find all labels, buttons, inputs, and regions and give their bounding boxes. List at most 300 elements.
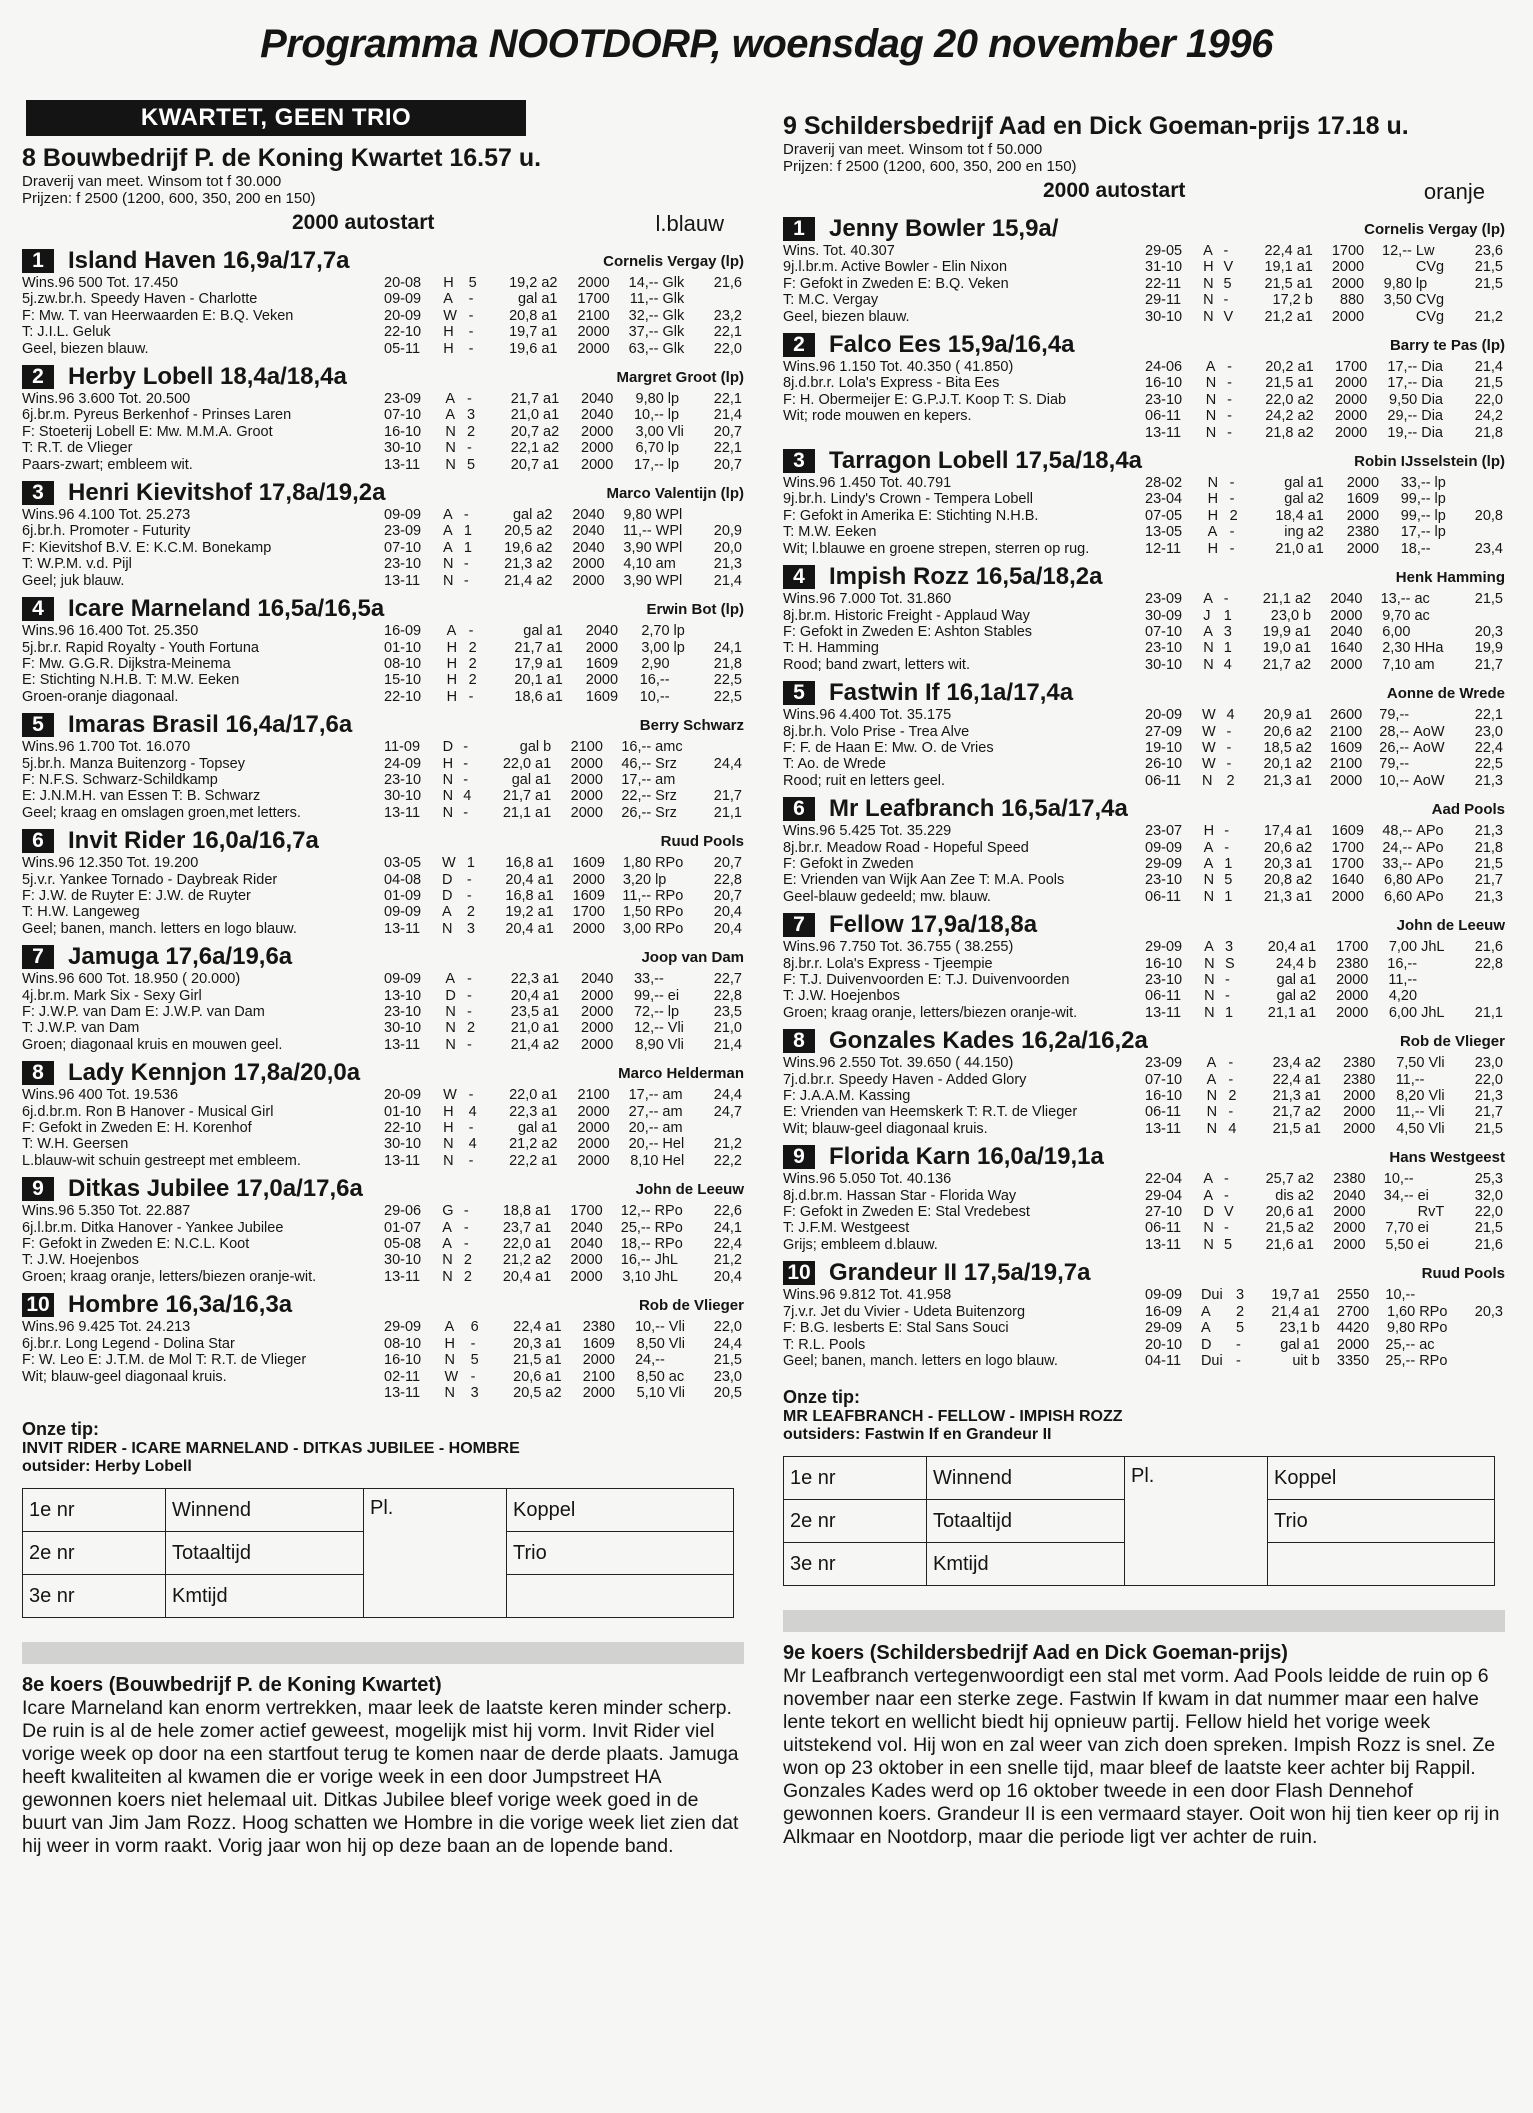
- performance-cell: N: [442, 804, 454, 821]
- performance-cell: D: [1200, 1336, 1212, 1353]
- performance-cell: 22-10: [384, 1120, 422, 1137]
- form-nr3[interactable]: 3e nr: [23, 1575, 166, 1618]
- horse-info-line: Wins.96 600 Tot. 18.950 ( 20.000): [22, 971, 241, 988]
- performance-row: [382, 1136, 744, 1152]
- performance-cell: 23,0 b: [1270, 607, 1312, 624]
- horse-number: 10: [783, 1261, 815, 1285]
- performance-row: [1143, 1188, 1505, 1204]
- horse-entry: [783, 215, 1505, 325]
- performance-cell: 22,8: [713, 871, 742, 888]
- performance-cell: 21,5: [1474, 1120, 1503, 1137]
- horse-info-line: 5j.br.h. Manza Buitenzorg - Topsey: [22, 755, 245, 772]
- driver-name: Cornelis Vergay (lp): [603, 252, 744, 270]
- form-trio[interactable]: Trio: [507, 1532, 734, 1575]
- performance-cell: N: [1204, 988, 1215, 1005]
- horse-header: [22, 1291, 744, 1319]
- form-totaaltijd[interactable]: Totaaltijd: [166, 1532, 364, 1575]
- performance-cell: 2000: [577, 275, 610, 291]
- performance-row: [382, 756, 744, 772]
- driver-name: Marco Valentijn (lp): [606, 484, 744, 502]
- bet-form: [22, 1488, 734, 1618]
- performance-cell: 6: [470, 1319, 479, 1336]
- horse-info-line: F: Gefokt in Amerika E: Stichting N.H.B.: [783, 507, 1039, 524]
- horse-entry: [783, 795, 1505, 905]
- performance-cell: 2040: [572, 539, 605, 556]
- performance-cell: 33,--: [1382, 855, 1413, 872]
- performance-cell: 2: [468, 639, 477, 656]
- performance-cell: -: [1227, 359, 1232, 376]
- performance-cell: [667, 1352, 697, 1368]
- performance-cell: -: [1229, 475, 1235, 492]
- right-column: [783, 100, 1505, 1849]
- horse-title: [783, 1027, 1148, 1055]
- performance-cell: 1700: [572, 904, 605, 921]
- form-nr1[interactable]: 1e nr: [784, 1457, 927, 1500]
- performance-cell: 29-09: [1145, 939, 1183, 956]
- performance-cell: 2,30: [1382, 640, 1411, 657]
- performance-cell: [1433, 541, 1456, 557]
- performance-cell: H: [1203, 259, 1214, 276]
- performance-cell: 21,5: [1474, 855, 1503, 872]
- driver-name: Henk Hamming: [1395, 568, 1505, 586]
- performance-cell: JhL: [1421, 939, 1445, 956]
- horse-info: [22, 739, 382, 821]
- horse-info-line: Wins.96 5.350 Tot. 22.887: [22, 1203, 191, 1220]
- horse-body: [22, 275, 744, 357]
- horse-info-line: Wins.96 5.050 Tot. 40.136: [783, 1171, 952, 1188]
- performance-row: [1143, 773, 1505, 789]
- performance-cell: 19,--: [1387, 424, 1418, 441]
- performance-row: [382, 540, 744, 556]
- performance-cell: 23-10: [1145, 640, 1183, 657]
- horse-info: [22, 507, 382, 589]
- performance-cell: 21,7: [1474, 656, 1503, 673]
- tip-outsider: outsiders: Fastwin If en Grandeur II: [783, 1426, 1052, 1444]
- form-totaaltijd[interactable]: Totaaltijd: [927, 1500, 1125, 1543]
- performance-cell: 2000: [581, 1004, 614, 1020]
- performance-table: [382, 1087, 744, 1169]
- performance-cell: 21,1 a1: [502, 804, 552, 821]
- performance-cell: 2: [466, 423, 476, 440]
- performance-cell: 13,--: [1380, 591, 1411, 608]
- performance-cell: 1609: [1329, 739, 1363, 756]
- performance-row: [382, 788, 744, 804]
- performance-cell: -: [468, 1120, 474, 1137]
- performance-cell: 19,9 a1: [1262, 623, 1312, 640]
- performance-row: [382, 1203, 744, 1219]
- performance-cell: 1609: [582, 1335, 615, 1352]
- performance-cell: 2380: [1336, 955, 1369, 972]
- horse-info: [783, 823, 1143, 905]
- performance-cell: 27-09: [1145, 723, 1183, 740]
- horse-info-line: T: J.W. Hoejenbos: [22, 1252, 139, 1269]
- performance-cell: lp: [667, 407, 680, 424]
- performance-cell: 21,5: [1474, 1220, 1503, 1237]
- horse-info-line: F: Gefokt in Zweden E: N.C.L. Koot: [22, 1236, 250, 1253]
- performance-cell: Vli: [667, 1036, 684, 1053]
- performance-cell: -: [466, 1004, 472, 1020]
- performance-cell: Dia: [1421, 391, 1443, 408]
- driver-name: Ruud Pools: [1421, 1264, 1505, 1282]
- performance-cell: H: [1203, 823, 1215, 840]
- performance-cell: 1700: [1334, 359, 1368, 376]
- form-koppel[interactable]: Koppel: [507, 1489, 734, 1532]
- performance-cell: 25,3: [1474, 1171, 1503, 1188]
- performance-table: [1143, 1055, 1505, 1137]
- performance-cell: 21,4 a2: [510, 1036, 560, 1053]
- horse-info: [783, 243, 1143, 325]
- horse-name: Lady Kennjon 17,8a/20,0a: [68, 1059, 361, 1087]
- performance-row: [1143, 972, 1505, 988]
- performance-cell: 13-11: [384, 920, 421, 937]
- horse-info-line: Wins.96 4.100 Tot. 25.273: [22, 507, 191, 524]
- performance-cell: [698, 739, 744, 755]
- performance-cell: 20,7: [713, 456, 742, 473]
- performance-row: [1143, 988, 1505, 1004]
- performance-cell: [1416, 1171, 1460, 1187]
- performance-cell: 21,8: [1474, 424, 1503, 441]
- performance-cell: -: [1227, 391, 1232, 408]
- horse-body: [22, 623, 744, 705]
- performance-cell: Dia: [1421, 375, 1443, 392]
- performance-cell: -: [463, 1236, 469, 1253]
- performance-cell: H: [446, 688, 458, 705]
- horse-info-line: Wit; l.blauwe en groene strepen, sterren op rug.: [783, 540, 1090, 557]
- performance-cell: H: [1207, 491, 1219, 508]
- performance-cell: [1459, 292, 1505, 308]
- performance-cell: N: [444, 1352, 456, 1369]
- driver-name: Aad Pools: [1431, 800, 1505, 818]
- performance-cell: 1700: [1331, 243, 1365, 259]
- performance-cell: 18,--: [1400, 540, 1431, 557]
- horse-entry: [22, 827, 744, 937]
- performance-cell: 21,5 a1: [1265, 375, 1314, 392]
- performance-cell: 23,0: [713, 1368, 742, 1385]
- performance-cell: 17,--: [1387, 375, 1418, 392]
- performance-cell: 9,50: [1389, 391, 1418, 408]
- performance-cell: 2000: [582, 1384, 615, 1401]
- performance-cell: N: [443, 556, 454, 573]
- performance-cell: 30-10: [1145, 656, 1183, 673]
- horse-title: [22, 595, 384, 623]
- performance-cell: 2000: [1336, 972, 1369, 988]
- horse-body: [783, 359, 1505, 441]
- form-nr2[interactable]: 2e nr: [784, 1500, 927, 1543]
- performance-cell: 30-10: [384, 1020, 422, 1037]
- driver-name: Barry te Pas (lp): [1389, 336, 1505, 354]
- performance-row: [1143, 1287, 1505, 1303]
- performance-row: [382, 1037, 744, 1053]
- performance-cell: 22,8: [1474, 955, 1503, 972]
- performance-cell: 21,0 a1: [510, 1020, 560, 1037]
- horse-info-line: 9j.l.br.m. Active Bowler - Elin Nixon: [783, 259, 1008, 276]
- horse-info-line: Wins.96 7.750 Tot. 36.755 ( 38.255): [783, 939, 1014, 956]
- horse-info-line: T: J.F.M. Westgeest: [783, 1220, 910, 1237]
- horse-title: [783, 795, 1128, 823]
- horse-info: [783, 939, 1143, 1021]
- form-nr2[interactable]: 2e nr: [23, 1532, 166, 1575]
- performance-cell: 10,--: [634, 1319, 665, 1336]
- performance-cell: 21,5 a1: [1272, 1120, 1321, 1137]
- form-nr1[interactable]: 1e nr: [23, 1489, 166, 1532]
- horse-body: [22, 1087, 744, 1169]
- performance-cell: 1700: [1336, 939, 1369, 956]
- performance-cell: 3: [466, 920, 475, 937]
- performance-cell: A: [1207, 524, 1218, 541]
- performance-cell: N: [443, 1136, 454, 1153]
- performance-cell: 20,5: [713, 1384, 742, 1401]
- performance-cell: 21,3: [1474, 772, 1503, 789]
- horse-number: 8: [783, 1029, 815, 1053]
- performance-cell: 2: [1226, 772, 1235, 789]
- horse-header: [783, 447, 1505, 475]
- performance-table: [382, 275, 744, 357]
- performance-cell: 20,9 a1: [1263, 707, 1312, 724]
- performance-cell: [1412, 624, 1459, 640]
- form-kmtijd[interactable]: Kmtijd: [927, 1543, 1125, 1586]
- performance-cell: 6,70: [635, 440, 664, 457]
- performance-cell: 2000: [577, 1103, 610, 1120]
- performance-cell: AoW: [1413, 772, 1445, 789]
- horse-name: Henri Kievitshof 17,8a/19,2a: [68, 479, 386, 507]
- performance-cell: 21,2 a2: [502, 1252, 552, 1269]
- performance-cell: N: [445, 1020, 456, 1037]
- performance-cell: 1640: [1331, 872, 1364, 889]
- performance-table: [1143, 1287, 1505, 1369]
- performance-cell: 19,1 a1: [1264, 259, 1313, 276]
- performance-cell: 2000: [572, 572, 605, 589]
- horse-body: [22, 971, 744, 1053]
- form-koppel[interactable]: Koppel: [1268, 1457, 1495, 1500]
- horse-body: [783, 1287, 1505, 1369]
- performance-cell: 16,--: [620, 1252, 651, 1269]
- horse-info: [783, 707, 1143, 789]
- performance-cell: 24,1: [713, 639, 742, 656]
- performance-cell: Dui: [1200, 1352, 1223, 1369]
- performance-cell: 20,8 a1: [509, 307, 558, 324]
- performance-row: [1143, 524, 1505, 540]
- horse-body: [22, 391, 744, 473]
- performance-row: [382, 523, 744, 539]
- performance-cell: A: [443, 539, 453, 556]
- performance-cell: N: [445, 1036, 456, 1053]
- performance-cell: 72,--: [633, 1004, 664, 1020]
- performance-cell: H: [443, 275, 454, 291]
- performance-cell: 06-11: [1145, 888, 1182, 905]
- performance-cell: 29-09: [1145, 1320, 1183, 1337]
- performance-cell: 20,7: [713, 423, 742, 440]
- form-empty[interactable]: [1268, 1543, 1495, 1586]
- horse-list: [783, 215, 1505, 1369]
- performance-cell: 1: [1224, 888, 1233, 905]
- performance-cell: 7,00: [1388, 939, 1418, 956]
- performance-cell: [672, 689, 695, 705]
- performance-cell: 26,--: [621, 804, 652, 821]
- performance-cell: 1,60: [1386, 1303, 1416, 1320]
- performance-cell: 79,--: [1379, 707, 1410, 724]
- performance-cell: 22-10: [384, 688, 422, 705]
- performance-cell: 8,10: [630, 1152, 659, 1169]
- performance-row: [1143, 508, 1505, 524]
- performance-cell: 21,6: [1474, 939, 1503, 956]
- performance-cell: 24,--: [1382, 839, 1413, 856]
- performance-cell: 2380: [1346, 524, 1380, 541]
- performance-cell: dis a2: [1275, 1187, 1314, 1204]
- performance-cell: 18,--: [620, 1236, 651, 1253]
- performance-cell: [1456, 475, 1505, 491]
- tip-main: MR LEAFBRANCH - FELLOW - IMPISH ROZZ: [783, 1408, 1123, 1426]
- performance-cell: 21,7: [713, 788, 742, 805]
- race-prizes: Prijzen: f 2500 (1200, 600, 350, 200 en 150): [783, 158, 1077, 175]
- performance-cell: 29-04: [1145, 1187, 1183, 1204]
- performance-cell: 2000: [1333, 1204, 1366, 1221]
- performance-cell: 24,--: [634, 1352, 665, 1369]
- performance-cell: 79,--: [1379, 756, 1410, 773]
- tip-label: Onze tip:: [22, 1419, 99, 1440]
- performance-cell: 4: [1223, 656, 1232, 673]
- performance-cell: 21,4: [1474, 359, 1503, 376]
- horse-number: 6: [22, 829, 54, 853]
- horse-info-line: F: Gefokt in Zweden E: H. Korenhof: [22, 1120, 252, 1137]
- performance-cell: 2040: [581, 971, 614, 988]
- performance-cell: 16-09: [1145, 1303, 1183, 1320]
- performance-cell: 2: [1236, 1303, 1245, 1320]
- performance-cell: 21,2: [713, 1252, 742, 1269]
- horse-name: Fastwin If 16,1a/17,4a: [829, 679, 1074, 707]
- performance-row: [382, 1269, 744, 1285]
- performance-cell: 4: [468, 1103, 477, 1120]
- performance-cell: N: [1203, 888, 1215, 905]
- horse-header: [22, 1175, 744, 1203]
- performance-cell: 06-11: [1145, 1220, 1182, 1237]
- performance-cell: 16-10: [1145, 1088, 1183, 1105]
- form-nr3[interactable]: 3e nr: [784, 1543, 927, 1586]
- performance-cell: 23,1 b: [1279, 1320, 1320, 1337]
- performance-cell: [698, 1120, 744, 1136]
- performance-cell: 16,8 a1: [505, 887, 554, 904]
- performance-cell: [1461, 1353, 1505, 1369]
- performance-cell: RPo: [655, 855, 684, 872]
- performance-cell: 2700: [1336, 1303, 1370, 1320]
- horse-entry: [22, 363, 744, 473]
- horse-info-line: E: Vrienden van Heemskerk T: R.T. de Vlieger: [783, 1104, 1078, 1121]
- horse-name: Ditkas Jubilee 17,0a/17,6a: [68, 1175, 363, 1203]
- performance-cell: CVg: [1415, 259, 1445, 276]
- performance-cell: A: [1203, 623, 1213, 640]
- performance-cell: 2000: [1334, 408, 1368, 425]
- performance-cell: -: [463, 572, 469, 589]
- performance-cell: 1: [463, 539, 472, 556]
- performance-cell: 2000: [1330, 656, 1363, 673]
- performance-cell: 24,2 a2: [1265, 408, 1314, 425]
- horse-header: [22, 595, 744, 623]
- performance-row: [1143, 1220, 1505, 1236]
- performance-cell: 24,4: [713, 1335, 742, 1352]
- performance-cell: ei: [1417, 1220, 1429, 1237]
- performance-cell: 9,80: [1386, 1320, 1416, 1337]
- performance-cell: -: [466, 440, 472, 457]
- performance-cell: 20,0: [713, 539, 742, 556]
- horse-info-line: T: W.H. Geersen: [22, 1136, 129, 1153]
- performance-cell: D: [441, 887, 453, 904]
- horse-title: [783, 215, 1058, 243]
- performance-cell: 21,0 a1: [1275, 540, 1324, 557]
- performance-cell: 20,3: [1474, 623, 1503, 640]
- performance-row: [1143, 823, 1505, 839]
- performance-cell: 8,50: [636, 1335, 665, 1352]
- performance-cell: 21,3: [1474, 888, 1503, 905]
- performance-cell: 1700: [577, 291, 610, 308]
- performance-cell: lp: [667, 1004, 680, 1020]
- horse-entry: [783, 447, 1505, 557]
- performance-cell: -: [463, 804, 469, 821]
- horse-title: [22, 363, 347, 391]
- performance-row: [1143, 724, 1505, 740]
- form-winnend[interactable]: Winnend: [166, 1489, 364, 1532]
- performance-cell: 22,1: [1474, 707, 1503, 724]
- performance-cell: 19-10: [1145, 739, 1183, 756]
- performance-cell: 22,4: [713, 1236, 742, 1253]
- performance-row: [1143, 889, 1505, 905]
- form-winnend[interactable]: Winnend: [927, 1457, 1125, 1500]
- form-pl[interactable]: Pl.: [364, 1489, 507, 1618]
- performance-cell: Vli: [667, 423, 684, 440]
- performance-cell: 21,1: [713, 804, 742, 821]
- horse-number: 1: [22, 249, 54, 273]
- form-empty[interactable]: [507, 1575, 734, 1618]
- performance-cell: -: [1229, 524, 1235, 541]
- horse-number: 8: [22, 1061, 54, 1085]
- performance-cell: N: [1206, 1104, 1218, 1121]
- form-pl[interactable]: Pl.: [1125, 1457, 1268, 1586]
- performance-cell: 5: [1223, 275, 1232, 292]
- performance-cell: 29-05: [1145, 243, 1183, 259]
- horse-number: 9: [22, 1177, 54, 1201]
- performance-cell: RPo: [654, 1236, 683, 1253]
- performance-cell: 20,7 a2: [510, 423, 560, 440]
- horse-body: [783, 591, 1505, 673]
- performance-row: [1143, 1353, 1505, 1369]
- performance-cell: WPl: [655, 523, 683, 540]
- performance-row: [382, 623, 744, 639]
- performance-cell: 7,50: [1396, 1055, 1425, 1072]
- performance-cell: -: [466, 887, 472, 904]
- performance-cell: 07-05: [1145, 507, 1183, 524]
- performance-row: [382, 1319, 744, 1335]
- performance-cell: 1: [466, 855, 475, 872]
- form-trio[interactable]: Trio: [1268, 1500, 1495, 1543]
- performance-cell: APo: [1416, 839, 1444, 856]
- driver-name: Robin IJsselstein (lp): [1354, 452, 1505, 470]
- performance-cell: 9,70: [1382, 607, 1411, 624]
- horse-info-line: E: Vrienden van Wijk Aan Zee T: M.A. Pools: [783, 872, 1065, 889]
- driver-name: Marco Helderman: [618, 1064, 744, 1082]
- horse-title: [783, 679, 1073, 707]
- performance-row: [1143, 259, 1505, 275]
- form-kmtijd[interactable]: Kmtijd: [166, 1575, 364, 1618]
- performance-row: [382, 1252, 744, 1268]
- performance-table: [1143, 359, 1505, 441]
- performance-cell: 3,90: [623, 539, 652, 556]
- performance-row: [382, 1236, 744, 1252]
- horse-info: [22, 971, 382, 1053]
- horse-info-line: Paars-zwart; embleem wit.: [22, 456, 193, 473]
- performance-cell: 2000: [1346, 540, 1380, 557]
- performance-cell: 22,4 a1: [513, 1319, 562, 1336]
- horse-number: 2: [22, 365, 54, 389]
- horse-info-line: Wins. Tot. 40.307: [783, 243, 895, 259]
- performance-cell: A: [1203, 591, 1213, 608]
